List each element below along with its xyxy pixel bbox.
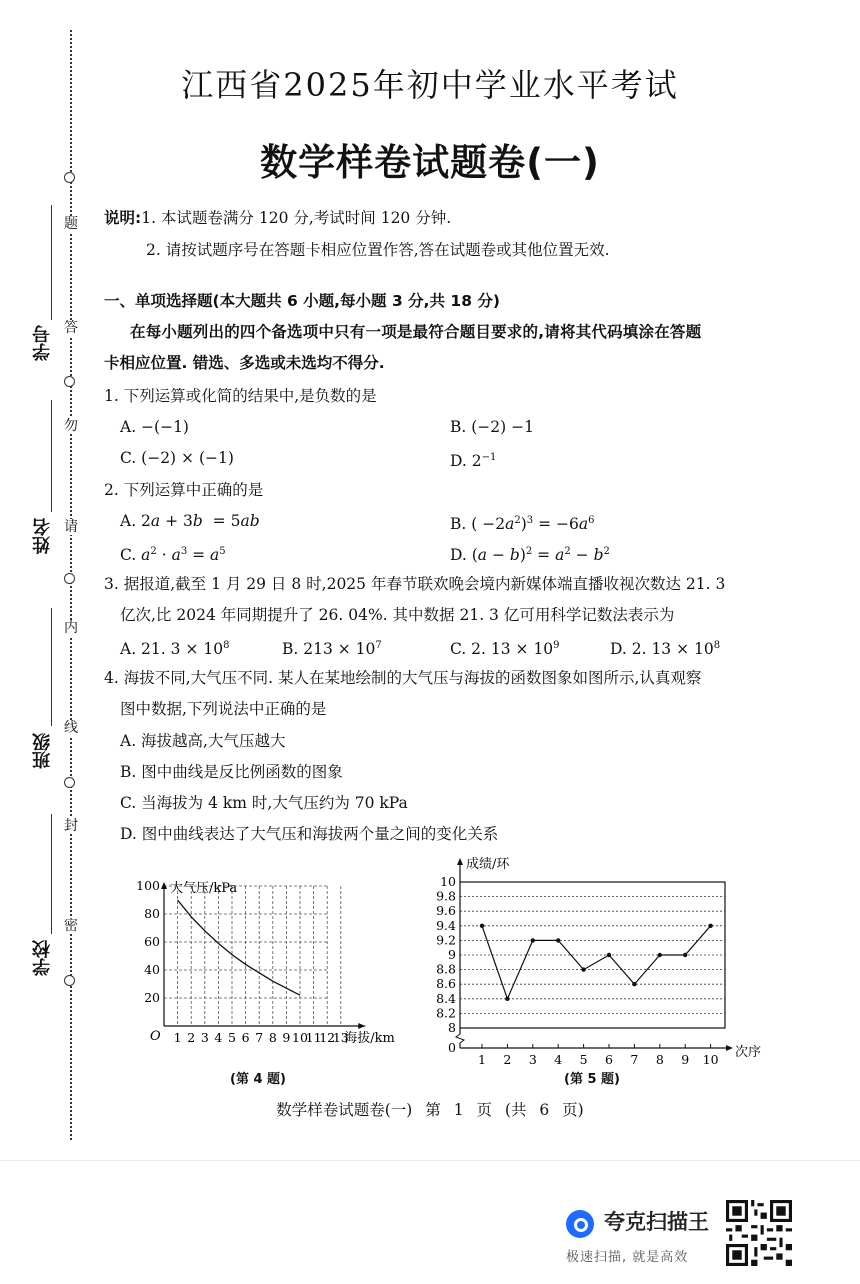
seal-char: 线	[64, 720, 78, 736]
section-heading: 一、单项选择题(本大题共 6 小题,每小题 3 分,共 18 分)	[104, 292, 500, 310]
brand-logo-icon	[566, 1210, 594, 1238]
score-point	[480, 924, 484, 928]
seal-char: 请	[64, 519, 78, 535]
field-label: 学号	[32, 325, 53, 361]
x-tick-label: 3	[200, 1030, 209, 1045]
y-axis-label: 大气压/kPa	[170, 881, 238, 896]
section-note: 在每小题列出的四个备选项中只有一项是最符合题目要求的,请将其代码填涂在答题	[130, 323, 702, 341]
y-axis-arrow	[161, 882, 167, 889]
school-field[interactable]	[30, 940, 52, 980]
instructions-label: 说明:	[104, 209, 142, 227]
y-tick-label: 9.8	[436, 888, 456, 904]
q3-option-c: C. 2. $13 \times 10^9$	[450, 640, 560, 659]
x-tick-label: 5	[228, 1030, 236, 1045]
q4-option-b: B. 图中曲线是反比例函数的图象	[120, 763, 343, 781]
x-tick-label: 9	[282, 1030, 291, 1045]
q4-option-d: D. 图中曲线表达了大气压和海拔两个量之间的变化关系	[120, 825, 499, 843]
y-tick-label: 20	[144, 990, 160, 1005]
figure-5-caption: (第 5 题)	[564, 1072, 620, 1087]
q2-option-d: D. $(a - b)^2 = a^2 - b^2$	[450, 546, 610, 565]
x-tick-label: 2	[187, 1030, 196, 1045]
q1-option-a: A. −(−1)	[120, 418, 189, 436]
paper-title: 数学样卷试题卷(一)	[260, 141, 600, 184]
question-3-stem-cont: 亿次,比 2024 年同期提升了 26. 04%. 其中数据 21. 3 亿可用科学记数法表示为	[120, 606, 675, 624]
q1-option-d-exponent: −1	[481, 452, 497, 463]
margin-circle	[64, 777, 75, 788]
figure-5-chart	[420, 852, 762, 1067]
qr-code-icon[interactable]	[726, 1200, 792, 1266]
seal-char: 密	[64, 918, 78, 934]
y-axis-arrow	[457, 858, 463, 865]
x-axis-arrow	[358, 1023, 365, 1029]
y-tick-label: 8.4	[436, 990, 456, 1006]
y-tick-label: 9.4	[436, 917, 456, 933]
x-tick-label: 7	[630, 1052, 639, 1067]
instruction-item: 2. 请按试题序号在答题卡相应位置作答,答在试题卷或其他位置无效.	[146, 241, 610, 259]
q4-option-a: A. 海拔越高,大气压越大	[120, 732, 286, 750]
question-4-stem-cont: 图中数据,下列说法中正确的是	[120, 700, 327, 718]
score-point	[607, 953, 611, 957]
q3-option-d: D. 2. $13 \times 10^8$	[610, 640, 721, 659]
y-axis-label: 成绩/环	[466, 857, 510, 872]
instructions-line-1	[104, 208, 451, 228]
q1-option-d	[450, 448, 496, 471]
x-tick-label: 8	[655, 1052, 664, 1067]
y-zero-label: 0	[448, 1040, 456, 1055]
y-tick-label: 8.6	[436, 976, 456, 992]
x-tick-label: 2	[503, 1052, 512, 1067]
score-point	[581, 967, 585, 971]
score-line	[482, 926, 711, 999]
x-tick-label: 6	[241, 1030, 250, 1045]
section-note: 卡相应位置. 错选、多选或未选均不得分.	[104, 354, 385, 372]
write-line	[51, 400, 52, 512]
brand-name: 夸克扫描王	[604, 1210, 709, 1234]
seal-char: 勿	[64, 418, 78, 434]
write-line	[51, 608, 52, 726]
seal-char: 答	[64, 320, 78, 336]
q1-option-c: C. (−2) × (−1)	[120, 449, 234, 467]
q1-option-b: B. (−2) −1	[450, 418, 534, 436]
score-point	[531, 938, 535, 942]
x-tick-label: 10	[702, 1052, 719, 1067]
score-point	[505, 997, 509, 1001]
y-tick-label: 8	[448, 1020, 456, 1035]
brand-slogan: 极速扫描, 就是高效	[566, 1250, 689, 1265]
x-tick-label: 12	[319, 1030, 336, 1045]
x-tick-label: 13	[332, 1030, 349, 1045]
y-tick-label: 9.2	[436, 932, 456, 948]
q3-option-b: B. $213 \times 10^7$	[282, 640, 382, 659]
question-1-stem: 1. 下列运算或化简的结果中,是负数的是	[104, 387, 377, 405]
score-point	[658, 953, 662, 957]
q4-option-c: C. 当海拔为 4 km 时,大气压约为 70 kPa	[120, 794, 408, 812]
field-label: 学校	[32, 940, 53, 976]
question-3-stem: 3. 据报道,截至 1 月 29 日 8 时,2025 年春节联欢晚会境内新媒体端直播收视次数达 21. 3	[104, 575, 726, 593]
x-axis-label: 次序	[735, 1045, 762, 1060]
margin-circle	[64, 376, 75, 387]
x-tick-label: 9	[681, 1052, 690, 1067]
figure-4-chart	[136, 872, 430, 1072]
q1-option-d-base: D. 2	[450, 452, 482, 471]
origin-label: O	[150, 1029, 161, 1044]
field-label: 姓名	[32, 518, 53, 554]
score-point	[632, 982, 636, 986]
figure-4-caption: (第 4 题)	[230, 1072, 286, 1087]
score-point	[683, 953, 687, 957]
y-tick-label: 9	[448, 947, 456, 962]
x-tick-label: 1	[478, 1052, 486, 1067]
q3-option-a: A. 21. $3 \times 10^8$	[120, 640, 230, 659]
margin-circle	[64, 573, 75, 584]
page-footer: 数学样卷试题卷(一) 第 1 页 (共 6 页)	[276, 1101, 584, 1119]
q2-option-a: A. 2a + 3b = 5ab	[120, 512, 260, 530]
seal-char: 封	[64, 818, 78, 834]
axis-break-mark	[456, 1034, 464, 1043]
q2-option-b: B. ( $-2a^2)^3 = -6a^6$	[450, 515, 595, 534]
x-axis-label: 海拔/km	[344, 1031, 395, 1046]
seal-char: 内	[64, 620, 78, 636]
x-tick-label: 8	[268, 1030, 277, 1045]
y-tick-label: 9.6	[436, 903, 456, 919]
y-tick-label: 10	[440, 874, 456, 889]
x-tick-label: 10	[292, 1030, 308, 1045]
field-label: 班级	[32, 733, 53, 769]
class-field[interactable]	[30, 733, 52, 773]
write-line	[51, 205, 52, 320]
x-tick-label: 6	[605, 1052, 613, 1067]
score-point	[556, 938, 560, 942]
write-line	[51, 814, 52, 934]
x-tick-label: 4	[554, 1052, 563, 1067]
y-tick-label: 60	[144, 934, 160, 949]
y-tick-label: 100	[136, 878, 160, 893]
x-tick-label: 5	[579, 1052, 588, 1067]
x-tick-label: 7	[255, 1030, 264, 1045]
instruction-item: 1. 本试题卷满分 120 分,考试时间 120 分钟.	[141, 209, 452, 227]
seal-char: 题	[64, 216, 78, 232]
y-tick-label: 40	[144, 962, 160, 977]
x-tick-label: 11	[305, 1030, 322, 1045]
y-tick-label: 80	[144, 906, 160, 921]
x-axis-arrow	[726, 1045, 733, 1051]
y-tick-label: 8.2	[436, 1005, 456, 1021]
question-2-stem: 2. 下列运算中正确的是	[104, 481, 264, 499]
binding-dotted-line	[70, 30, 72, 1140]
question-4-stem: 4. 海拔不同,大气压不同. 某人在某地绘制的大气压与海拔的函数图象如图所示,认真观察	[104, 669, 702, 687]
exam-title: 江西省2025年初中学业水平考试	[181, 66, 679, 104]
x-tick-label: 4	[214, 1030, 223, 1045]
y-tick-label: 8.8	[436, 961, 456, 977]
score-point	[708, 924, 712, 928]
x-tick-label: 3	[528, 1052, 537, 1067]
student-name-field[interactable]	[30, 518, 52, 558]
student-id-field[interactable]	[30, 325, 52, 365]
q2-option-c: C. $a^2 \cdot a^3 = a^5$	[120, 546, 226, 565]
x-tick-label: 1	[173, 1030, 182, 1045]
margin-circle	[64, 975, 75, 986]
